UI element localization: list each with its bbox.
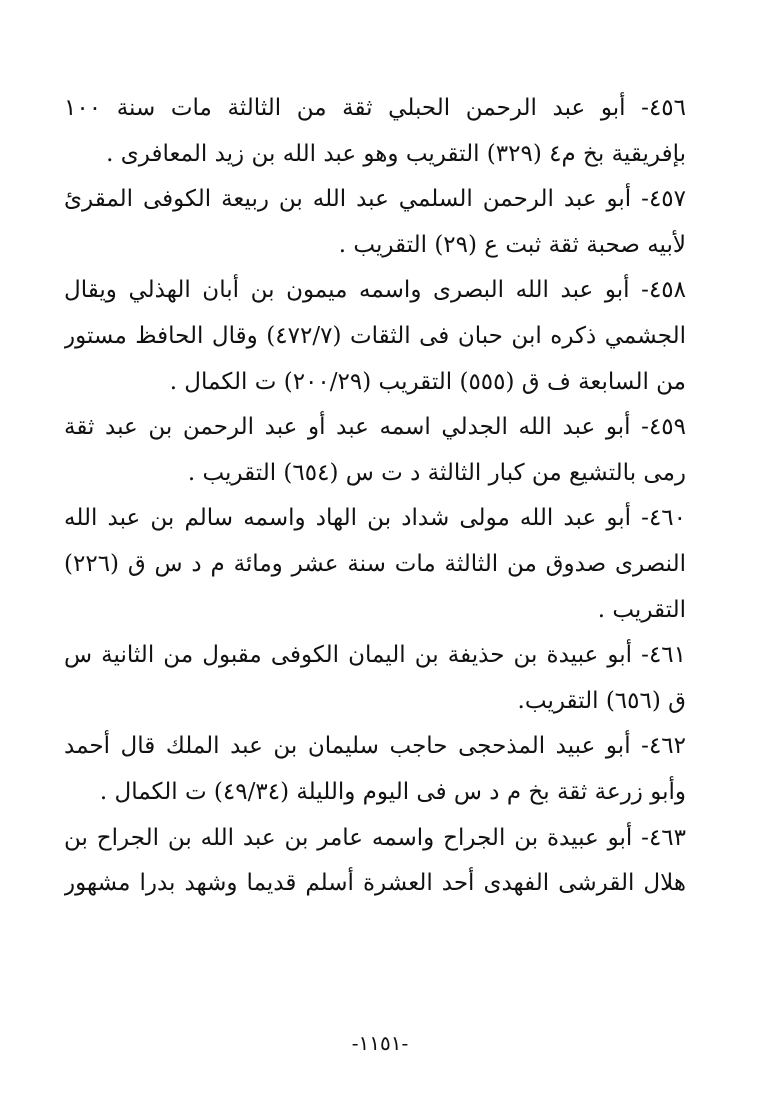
text-line: من السابعة ف ق (٥٥٥) التقريب (٢٠٠/٢٩) ت الكمال . bbox=[169, 368, 686, 395]
text-line: ٤٦٢- أبو عبيد المذحجى حاجب سليمان بن عبد الملك قال أحمد bbox=[64, 733, 686, 760]
entry-462 bbox=[64, 724, 686, 815]
text-line: التقريب . bbox=[597, 596, 686, 623]
entry-463 bbox=[64, 816, 686, 907]
text-line: ٤٥٩- أبو عبد الله الجدلي اسمه عبد أو عبد الرحمن بن عبد ثقة bbox=[64, 414, 686, 441]
entry-460 bbox=[64, 496, 686, 633]
text-line: هلال القرشى الفهدى أحد العشرة أسلم قديما وشهد بدرا مشهور bbox=[64, 870, 686, 897]
text-line: رمى بالتشيع من كبار الثالثة د ت س (٦٥٤) التقريب . bbox=[187, 459, 686, 486]
text-line: ٤٥٨- أبو عبد الله البصرى واسمه ميمون بن أبان الهذلي ويقال bbox=[64, 277, 686, 304]
entry-459 bbox=[64, 405, 686, 496]
text-line: ٤٦٣- أبو عبيدة بن الجراح واسمه عامر بن عبد الله بن الجراح بن bbox=[64, 824, 686, 851]
entry-456 bbox=[64, 86, 686, 177]
text-line: ٤٥٦- أبو عبد الرحمن الحبلي ثقة من الثالثة مات سنة ١٠٠ bbox=[64, 95, 686, 121]
text-line: ق (٦٥٦) التقريب. bbox=[517, 687, 686, 714]
entry-458 bbox=[64, 268, 686, 405]
text-line: النصرى صدوق من الثالثة مات سنة عشر ومائة م د س ق (٢٢٦) bbox=[64, 550, 686, 577]
text-line: ٤٦٠- أبو عبد الله مولى شداد بن الهاد واسمه سالم بن عبد الله bbox=[64, 505, 686, 532]
page-number: -١١٥١- bbox=[351, 1031, 409, 1055]
entry-457 bbox=[64, 177, 686, 268]
entry-461 bbox=[64, 633, 686, 724]
text-line: ٤٦١- أبو عبيدة بن حذيفة بن اليمان الكوفى مقبول من الثانية س bbox=[64, 642, 686, 669]
text-line: بإفريقية بخ م٤ (٣٢٩) التقريب وهو عبد الله بن زيد المعافرى . bbox=[106, 140, 686, 167]
text-body bbox=[64, 86, 686, 907]
text-line: وأبو زرعة ثقة بخ م د س فى اليوم والليلة (٤٩/٣٤) ت الكمال . bbox=[99, 778, 686, 805]
text-line: ٤٥٧- أبو عبد الرحمن السلمي عبد الله بن ربيعة الكوفى المقرئ bbox=[64, 186, 686, 213]
text-line: الجشمي ذكره ابن حبان فى الثقات (٤٧٢/٧) وقال الحافظ مستور bbox=[64, 322, 686, 349]
text-line: لأبيه صحبة ثقة ثبت ع (٢٩) التقريب . bbox=[338, 231, 686, 258]
